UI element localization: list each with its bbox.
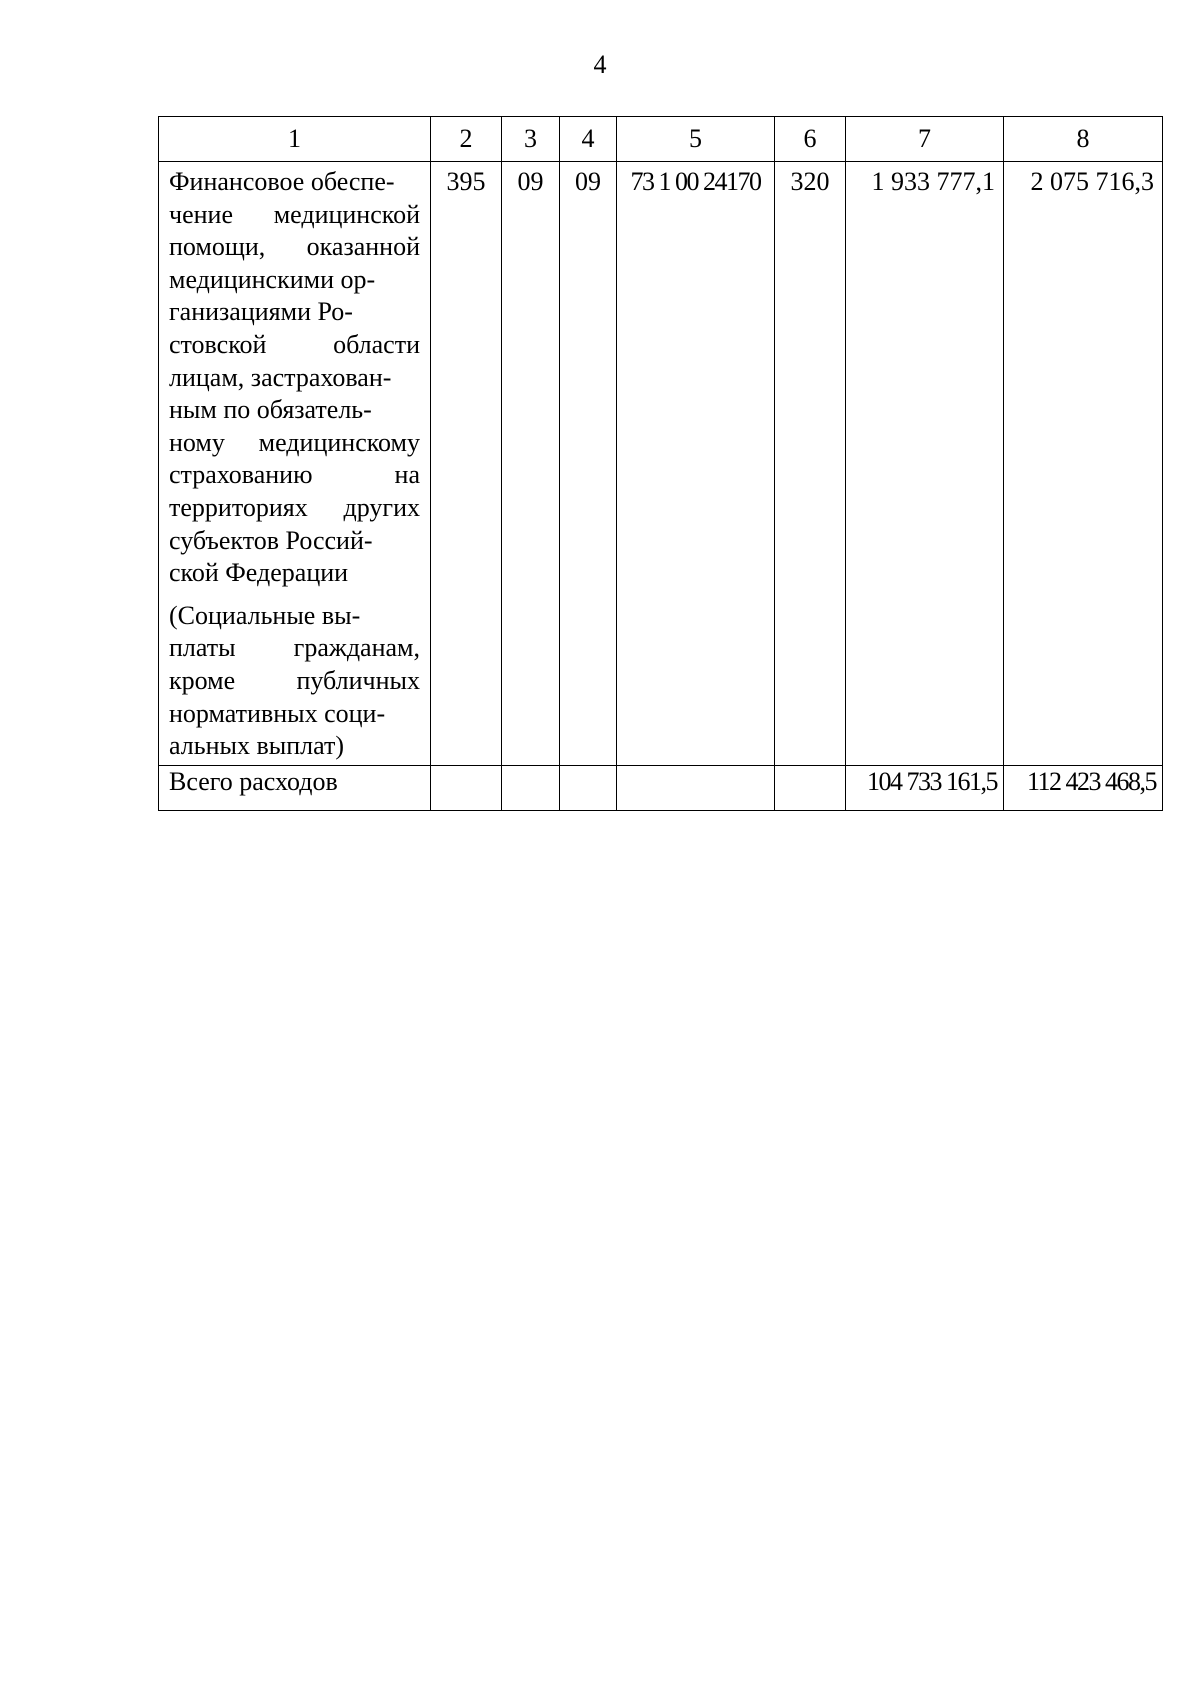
column-header: 6 [775, 117, 846, 162]
total-amount-year1: 104 733 161,5 [846, 765, 1004, 810]
total-amount-year2: 112 423 468,5 [1004, 765, 1163, 810]
expense-table [158, 116, 1163, 811]
empty-cell [617, 765, 775, 810]
column-header: 8 [1004, 117, 1163, 162]
empty-cell [431, 765, 502, 810]
column-header: 1 [159, 117, 431, 162]
column-header: 2 [431, 117, 502, 162]
total-label: Всего расходов [159, 765, 431, 810]
amount-year1: 1 933 777,1 [846, 162, 1004, 766]
section-code: 09 [502, 162, 560, 766]
description-cell [159, 162, 431, 766]
expense-note: (Социальные вы- платы гражданам, кроме публичных нормативных соци- альных выплат) [169, 600, 420, 761]
column-header: 4 [560, 117, 617, 162]
expense-description: Финансовое обеспе- чение медицинской помощи, оказанной медицинскими ор- ганизациями Ро- стовской области лицам, застрахован- ным по обязатель- ному медицинскому страхованию на территориях других субъектов Россий- ской Федерации [169, 167, 420, 588]
empty-cell [775, 765, 846, 810]
amount-year2: 2 075 716,3 [1004, 162, 1163, 766]
column-header: 5 [617, 117, 775, 162]
page-number: 4 [593, 50, 607, 79]
table-row [159, 162, 1163, 766]
column-header: 7 [846, 117, 1004, 162]
empty-cell [502, 765, 560, 810]
column-header: 3 [502, 117, 560, 162]
subsection-code: 09 [560, 162, 617, 766]
expense-type-code: 320 [775, 162, 846, 766]
ministry-code: 395 [431, 162, 502, 766]
total-row [159, 765, 1163, 810]
header-row [159, 117, 1163, 162]
target-article-code: 73 1 00 24170 [617, 162, 775, 766]
empty-cell [560, 765, 617, 810]
